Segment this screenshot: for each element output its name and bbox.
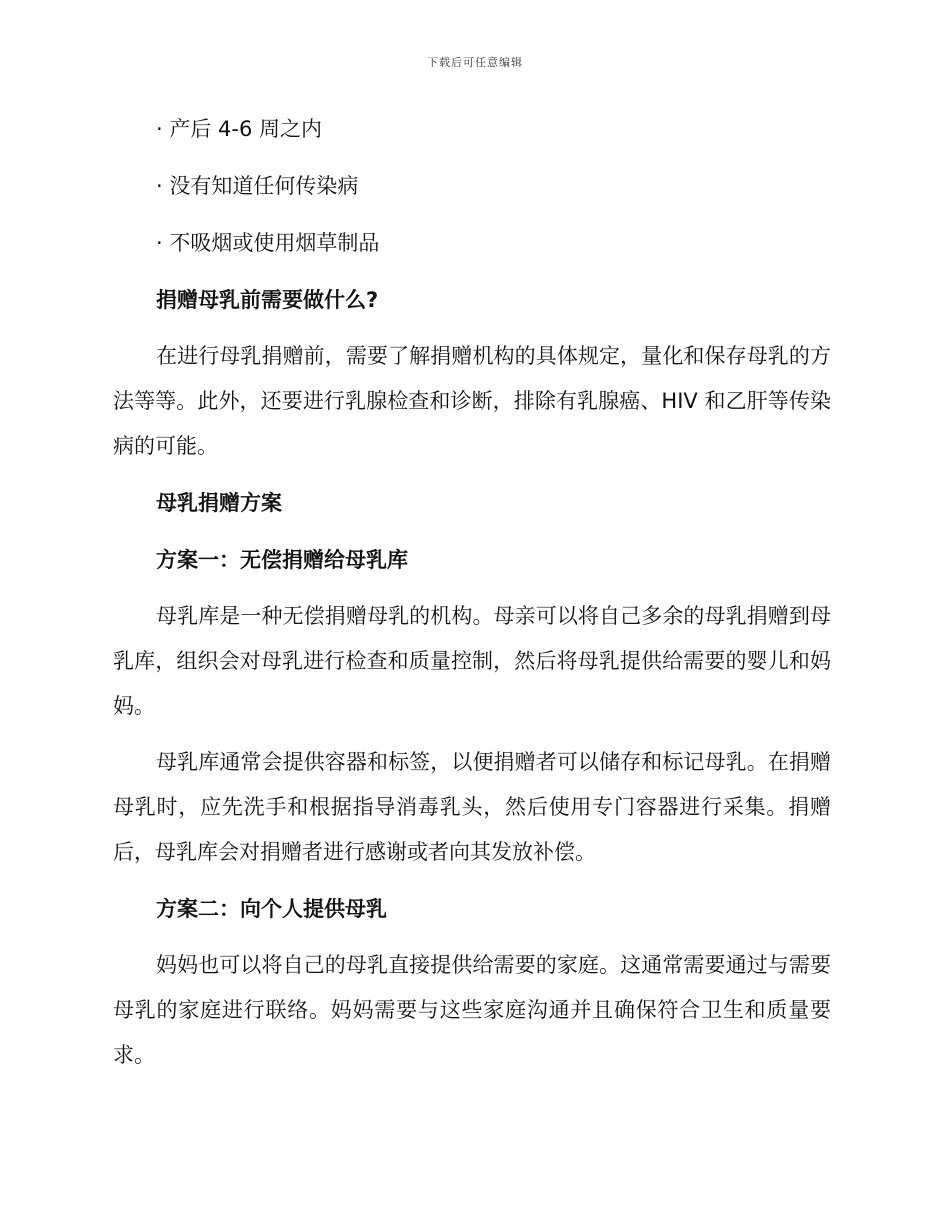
paragraph-preparation: 在进行母乳捐赠前，需要了解捐赠机构的具体规定，量化和保存母乳的方法等等。此外，还要进行乳腺检查和诊断，排除有乳腺癌、HIV 和乙肝等传染病的可能。 [113,344,831,458]
plan-two-paragraph: 妈妈也可以将自己的母乳直接提供给需要的家庭。这通常需要通过与需要母乳的家庭进行联络。妈妈需要与这些家庭沟通并且确保符合卫生和质量要求。 [113,953,831,1067]
bullet-item: · 产后 4-6 周之内 [156,117,323,141]
plan-one-heading: 方案一：无偿捐赠给母乳库 [156,548,408,572]
plan-one-paragraph: 母乳库通常会提供容器和标签，以便捐赠者可以储存和标记母乳。在捐赠母乳时，应先洗手和根据指导消毒乳头，然后使用专门容器进行采集。捐赠后，母乳库会对捐赠者进行感谢或者向其发放补偿。 [113,750,831,864]
plan-one-paragraph: 母乳库是一种无偿捐赠母乳的机构。母亲可以将自己多余的母乳捐赠到母乳库，组织会对母乳进行检查和质量控制，然后将母乳提供给需要的婴儿和妈妈。 [113,604,831,718]
section-heading-plans: 母乳捐赠方案 [156,491,282,515]
header-note: 下载后可任意编辑 [427,56,523,69]
document-body [113,106,831,1089]
plan-two-heading: 方案二：向个人提供母乳 [156,897,387,921]
bullet-item: · 不吸烟或使用烟草制品 [156,231,380,255]
section-heading-preparation: 捐赠母乳前需要做什么? [156,288,379,312]
bullet-item: · 没有知道任何传染病 [156,174,359,198]
